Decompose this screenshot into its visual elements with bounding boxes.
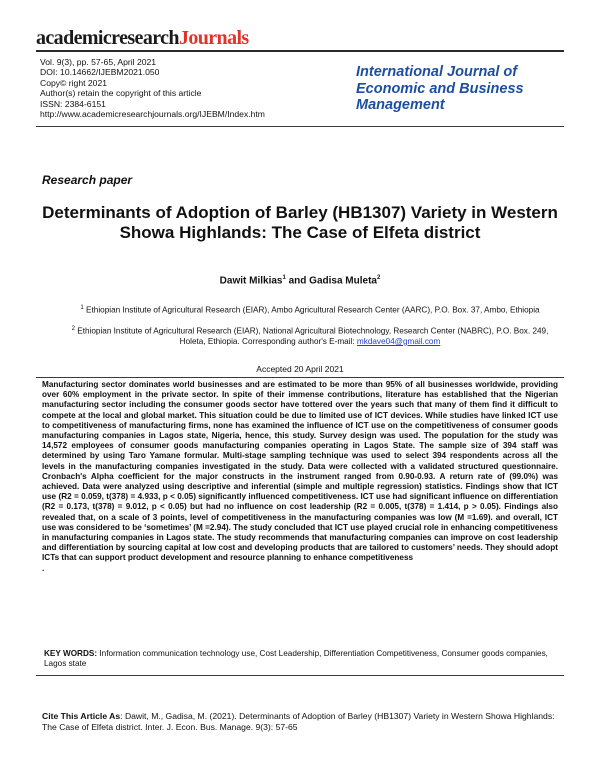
paper-title: Determinants of Adoption of Barley (HB1307) Variety in Western Showa Highlands: The Case of Elfeta district xyxy=(42,203,558,242)
affiliation-2 xyxy=(60,324,560,347)
meta-copyright: Copy© right 2021 xyxy=(40,77,108,88)
meta-rights: Author(s) retain the copyright of this article xyxy=(40,88,202,99)
meta-doi: DOI: 10.14662/IJEBM2021.050 xyxy=(40,67,160,78)
meta-url[interactable]: http://www.academicresearchjournals.org/IJEBM/Index.htm xyxy=(40,109,265,120)
paper-type: Research paper xyxy=(42,173,133,187)
author-2: Gadisa Muleta xyxy=(309,275,377,287)
aff-1-text: Ethiopian Institute of Agricultural Research (EIAR), Ambo Agricultural Research Center (AARC), P.O. Box. 37, Ambo, Ethiopia xyxy=(86,305,540,315)
meta-volume: Vol. 9(3), pp. 57-65, April 2021 xyxy=(40,57,157,67)
author-line xyxy=(40,275,560,286)
header-rule xyxy=(36,50,564,52)
accepted-date: Accepted 20 April 2021 xyxy=(256,364,344,374)
journal-name: International Journal of Economic and Business Management xyxy=(356,64,524,113)
author-1: Dawit Milkias xyxy=(219,275,283,287)
meta-rule xyxy=(36,126,564,127)
abstract-top-rule xyxy=(36,377,564,378)
author-1-sup: 1 xyxy=(282,275,286,281)
citation-label: Cite This Article As xyxy=(42,711,121,721)
abstract-text: Manufacturing sector dominates world businesses and are estimated to be more than 95% of all businesses worldwide, providing over 60% employment in the private sector. In spite of their immense contributions, literature has established that the Nigerian manufacturing sector including the consumer goods sector have tottered over the years such that many of them find it difficult to compete at the local and global market. This situation could be due to limited use of ICT devices. While studies have linked ICT use to competitiveness of manufacturing firms, none has examined the influence of ICT use on the competitiveness of consumer goods manufacturing companies in Lagos state, Nigeria, hence, this study. Survey design was used. The population for the study was 14,572 employees of consumer goods manufacturing companies operating in Lagos State. The sample size of 394 staff was determined by using Taro Yamane formular. Multi-stage sampling technique was used to select 394 respondents across all the levels in the manufacturing companies investigated in the study. Data were collected with a validated structured questionnaire. Cronbach's Alpha coefficient for the major constructs in the instrument ranged from 0.90-0.93. A return rate of (99.0%) was achieved. Data were analyzed using descriptive and inferential (simple and multiple regression) statistics. Findings show that ICT use (R2 = 0.059, t(378) = 4.933, p < 0.05) significantly influenced competitiveness. ICT use had significant influence on differentiation (R2 = 0.173, t(378) = 9.012, p < 0.05) but had no influence on cost leadership (R2 = 0.005, t(378) = 1.414, p > 0.05). Findings also revealed that, on a scale of 3 points, level of competitiveness in the manufacturing companies was low (M =1.69). and overall, ICT use was considered to be ‘sometimes’ (M =2.94). The study concluded that ICT use played crucial role in enhancing competitiveness in manufacturing companies in Lagos state. The study recommends that manufacturing companies can improve on cost leadership and differentiation by sourcing capital at low cost and developing products that are tailored to customers’ needs. They should adopt ICTs that can support product development and resource planning to enhance competitiveness xyxy=(42,380,558,563)
meta-issn: ISSN: 2384-6151 xyxy=(40,98,106,109)
abstract-end: . xyxy=(42,563,45,573)
aff-1-sup: 1 xyxy=(80,305,84,311)
abstract xyxy=(42,380,558,574)
citation-text: : Dawit, M., Gadisa, M. (2021). Determinants of Adoption of Barley (HB1307) Variety in Western Showa Highlands: The Case of Elfeta district. Inter. J. Econ. Bus. Manage. 9(3): 57-65 xyxy=(42,711,555,733)
author-2-sup: 2 xyxy=(376,275,381,281)
citation xyxy=(42,711,560,733)
publisher-logo xyxy=(36,27,249,50)
logo-accent-text: Journals xyxy=(178,27,249,49)
keywords xyxy=(44,649,559,669)
author-email-link[interactable]: mkdave04@gmail.com xyxy=(356,336,441,346)
aff-2-text: Ethiopian Institute of Agricultural Research (EIAR), National Agricultural Biotechnology, Research Center (NABRC), P.O. Box. 249, Holeta, Ethiopia. Corresponding author's E-mail: xyxy=(77,326,549,346)
affiliation-1 xyxy=(60,303,560,316)
abstract-bottom-rule xyxy=(36,675,564,676)
aff-2-sup: 2 xyxy=(71,326,75,332)
logo-main-text: academicresearch xyxy=(36,27,179,49)
keywords-text: Information communication technology use, Cost Leadership, Differentiation Competitiveness, Consumer goods companies, Lagos state xyxy=(44,649,548,669)
article-meta xyxy=(40,57,265,119)
keywords-label: KEY WORDS: xyxy=(44,649,98,658)
author-separator: and xyxy=(285,275,310,287)
